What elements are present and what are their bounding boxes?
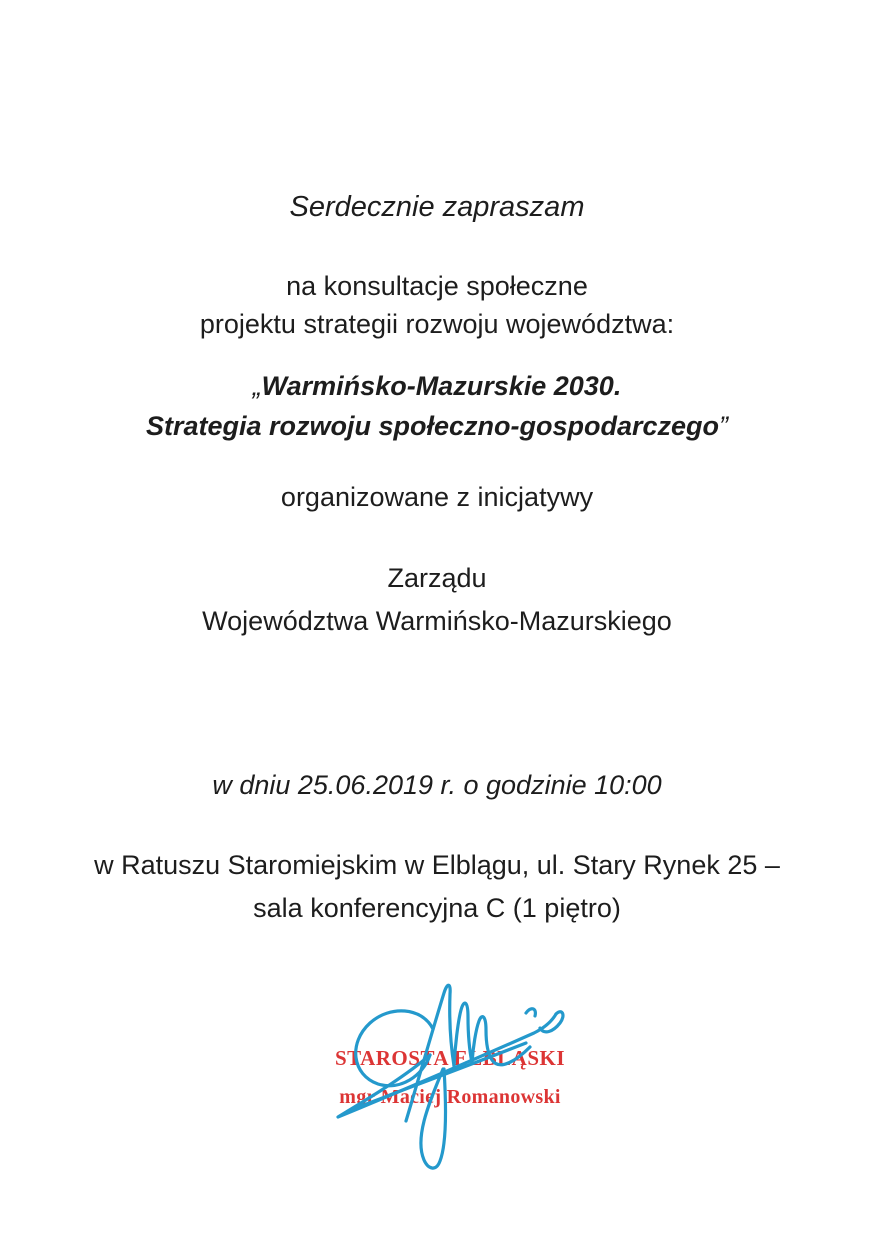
organized-by-text: organizowane z inicjatywy xyxy=(280,482,594,512)
event-datetime-text: w dniu 25.06.2019 r. o godzinie 10:00 xyxy=(212,770,662,800)
stamp-name-text: mgr Maciej Romanowski xyxy=(339,1086,561,1108)
consultation-line-1: na konsultacje społeczne xyxy=(286,271,588,301)
stamp-title-text: STAROSTA ELBLĄSKI xyxy=(334,1046,566,1070)
consultation-line-2: projektu strategii rozwoju województwa: xyxy=(199,309,675,339)
opening-quote: „ xyxy=(252,371,262,401)
signature-block xyxy=(330,973,570,1180)
organizer-voivodeship-text: Województwa Warmińsko-Mazurskiego xyxy=(202,606,672,636)
organizer-board-text: Zarządu xyxy=(387,563,487,593)
strategy-title-line-2 xyxy=(0,409,874,443)
venue-line-2: sala konferencyjna C (1 piętro) xyxy=(253,893,621,923)
venue-line-1: w Ratuszu Staromiejskim w Elblągu, ul. Stary Rynek 25 – xyxy=(94,850,780,880)
handwritten-signature-icon xyxy=(330,973,570,1180)
salutation-text: Serdecznie zapraszam xyxy=(289,191,585,223)
strategy-title-line-1 xyxy=(0,369,874,403)
strategy-title-text-1: Warmińsko-Mazurskie 2030. xyxy=(261,371,622,401)
strategy-title-text-2: Strategia rozwoju społeczno-gospodarczego xyxy=(145,411,720,441)
closing-quote: ” xyxy=(719,411,729,441)
